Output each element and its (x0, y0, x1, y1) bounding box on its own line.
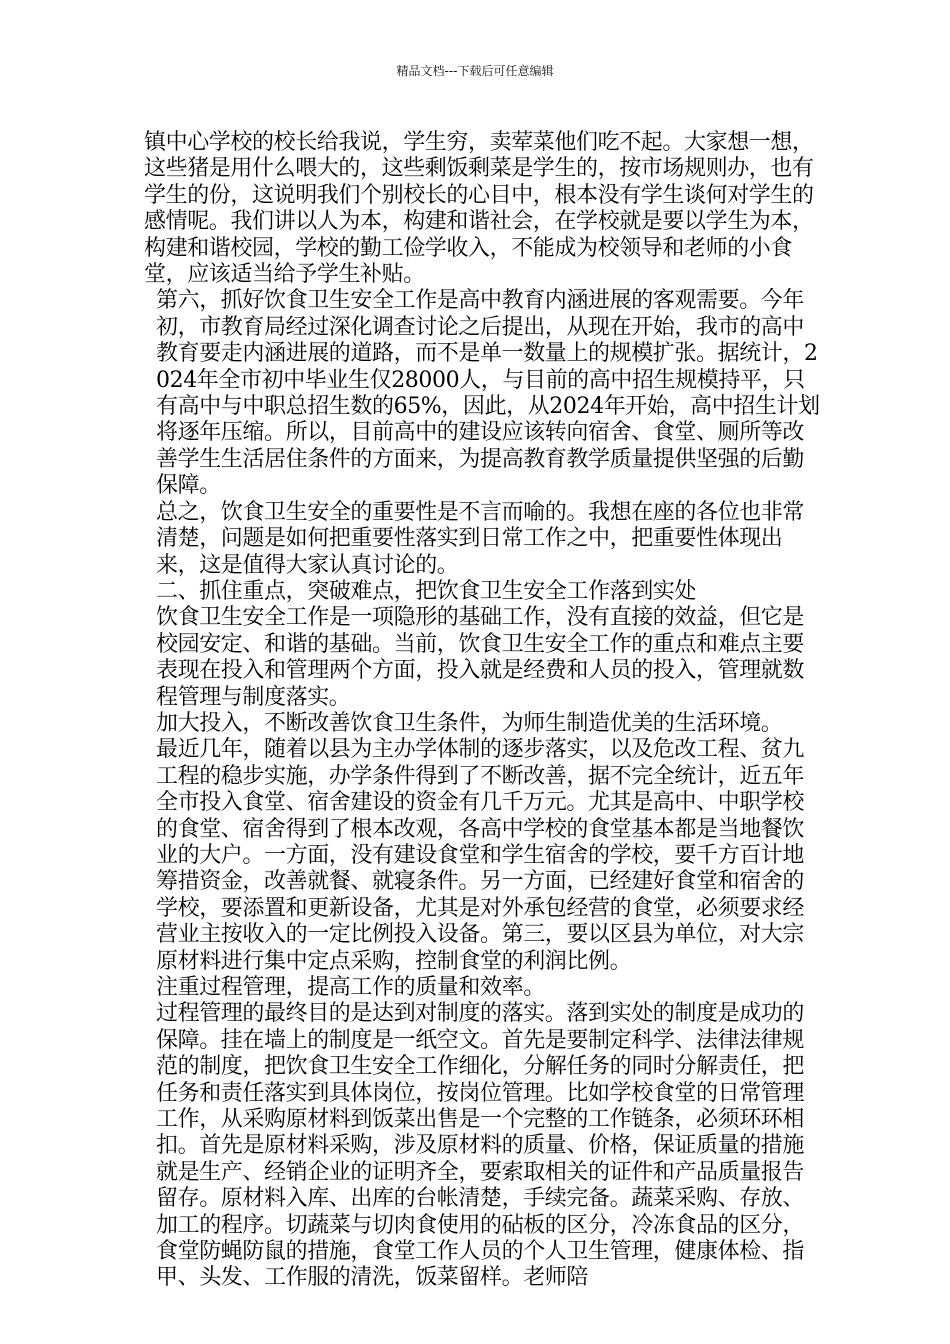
paragraph-2: 第六，抓好饮食卫生安全工作是高中教育内涵进展的客观需要。今年初，市教育局经过深化调查讨论之后提出，从现在开始，我市的高中教育要走内涵进展的道路，而不是单一数量上的规模扩张。据统计，2024年全市初中毕业生仅28000人，与目前的高中招生规模持平，只有高中与中职总招生数的65%，因此，从2024年开始，高中招生计划将逐年压缩。所以，目前高中的建设应该转向宿舍、食堂、厕所等改善学生生活居住条件的方面来，为提高教育教学质量提供坚强的后勤保障。 (156, 288, 820, 499)
page-header: 精品文档---下载后可任意编辑 (396, 64, 554, 78)
paragraph-9: 过程管理的最终目的是达到对制度的落实。落到实处的制度是成功的保障。挂在墙上的制度是一纸空文。首先是要制定科学、法律法律规范的制度，把饮食卫生安全工作细化，分解任务的同时分解责任，把任务和责任落实到具体岗位，按岗位管理。比如学校食堂的日常管理工作，从采购原材料到饭菜出售是一个完整的工作链条，必须环环相扣。首先是原材料采购，涉及原材料的质量、价格，保证质量的措施就是生产、经销企业的证明齐全，要索取相关的证件和产品质量报告留存。原材料入库、出库的台帐清楚，手续完备。蔬菜采购、存放、加工的程序。切蔬菜与切肉食使用的砧板的区分，冷冻食品的区分，食堂防蝇防鼠的措施，食堂工作人员的个人卫生管理，健康体检、指甲、头发、工作服的清洗，饭菜留样。老师陪 (156, 1001, 805, 1291)
document-body (144, 130, 820, 1292)
paragraph-5: 饮食卫生安全工作是一项隐形的基础工作，没有直接的效益，但它是校园安定、和谐的基础。当前，饮食卫生安全工作的重点和难点主要表现在投入和管理两个方面，投入就是经费和人员的投入，管理就数程管理与制度落实。 (156, 605, 805, 710)
paragraph-7: 最近几年，随着以县为主办学体制的逐步落实，以及危改工程、贫九工程的稳步实施，办学条件得到了不断改善，据不完全统计，近五年全市投入食堂、宿舍建设的资金有几千万元。尤其是高中、中职学校的食堂、宿舍得到了根本改观，各高中学校的食堂基本都是当地餐饮业的大户。一方面，没有建设食堂和学生宿舍的学校，要千方百计地筹措资金，改善就餐、就寝条件。另一方面，已经建好食堂和宿舍的学校，要添置和更新设备，尤其是对外承包经营的食堂，必须要求经营业主按收入的一定比例投入设备。第三，要以区县为单位，对大宗原材料进行集中定点采购，控制食堂的利润比例。 (156, 737, 805, 974)
section-heading: 二、抓住重点，突破难点，把饮食卫生安全工作落到实处 (156, 578, 697, 604)
subheading-process: 注重过程管理，提高工作的质量和效率。 (156, 975, 545, 1000)
paragraph-3: 总之，饮食卫生安全的重要性是不言而喻的。我想在座的各位也非常清楚，问题是如何把重要性落实到日常工作之中，把重要性体现出来，这是值得大家认真讨论的。 (156, 499, 805, 578)
subheading-invest: 加大投入，不断改善饮食卫生条件，为师生制造优美的生活环境。 (156, 710, 783, 736)
paragraph-1: 镇中心学校的校长给我说，学生穷，卖荤菜他们吃不起。大家想一想，这些猪是用什么喂大的，这些剩饭剩菜是学生的，按市场规则办，也有学生的份，这说明我们个别校长的心目中，根本没有学生谈何对学生的感情呢。我们讲以人为本，构建和谐社会，在学校就是要以学生为本，构建和谐校园，学校的勤工俭学收入，不能成为校领导和老师的小食堂，应该适当给予学生补贴。 (144, 130, 814, 288)
